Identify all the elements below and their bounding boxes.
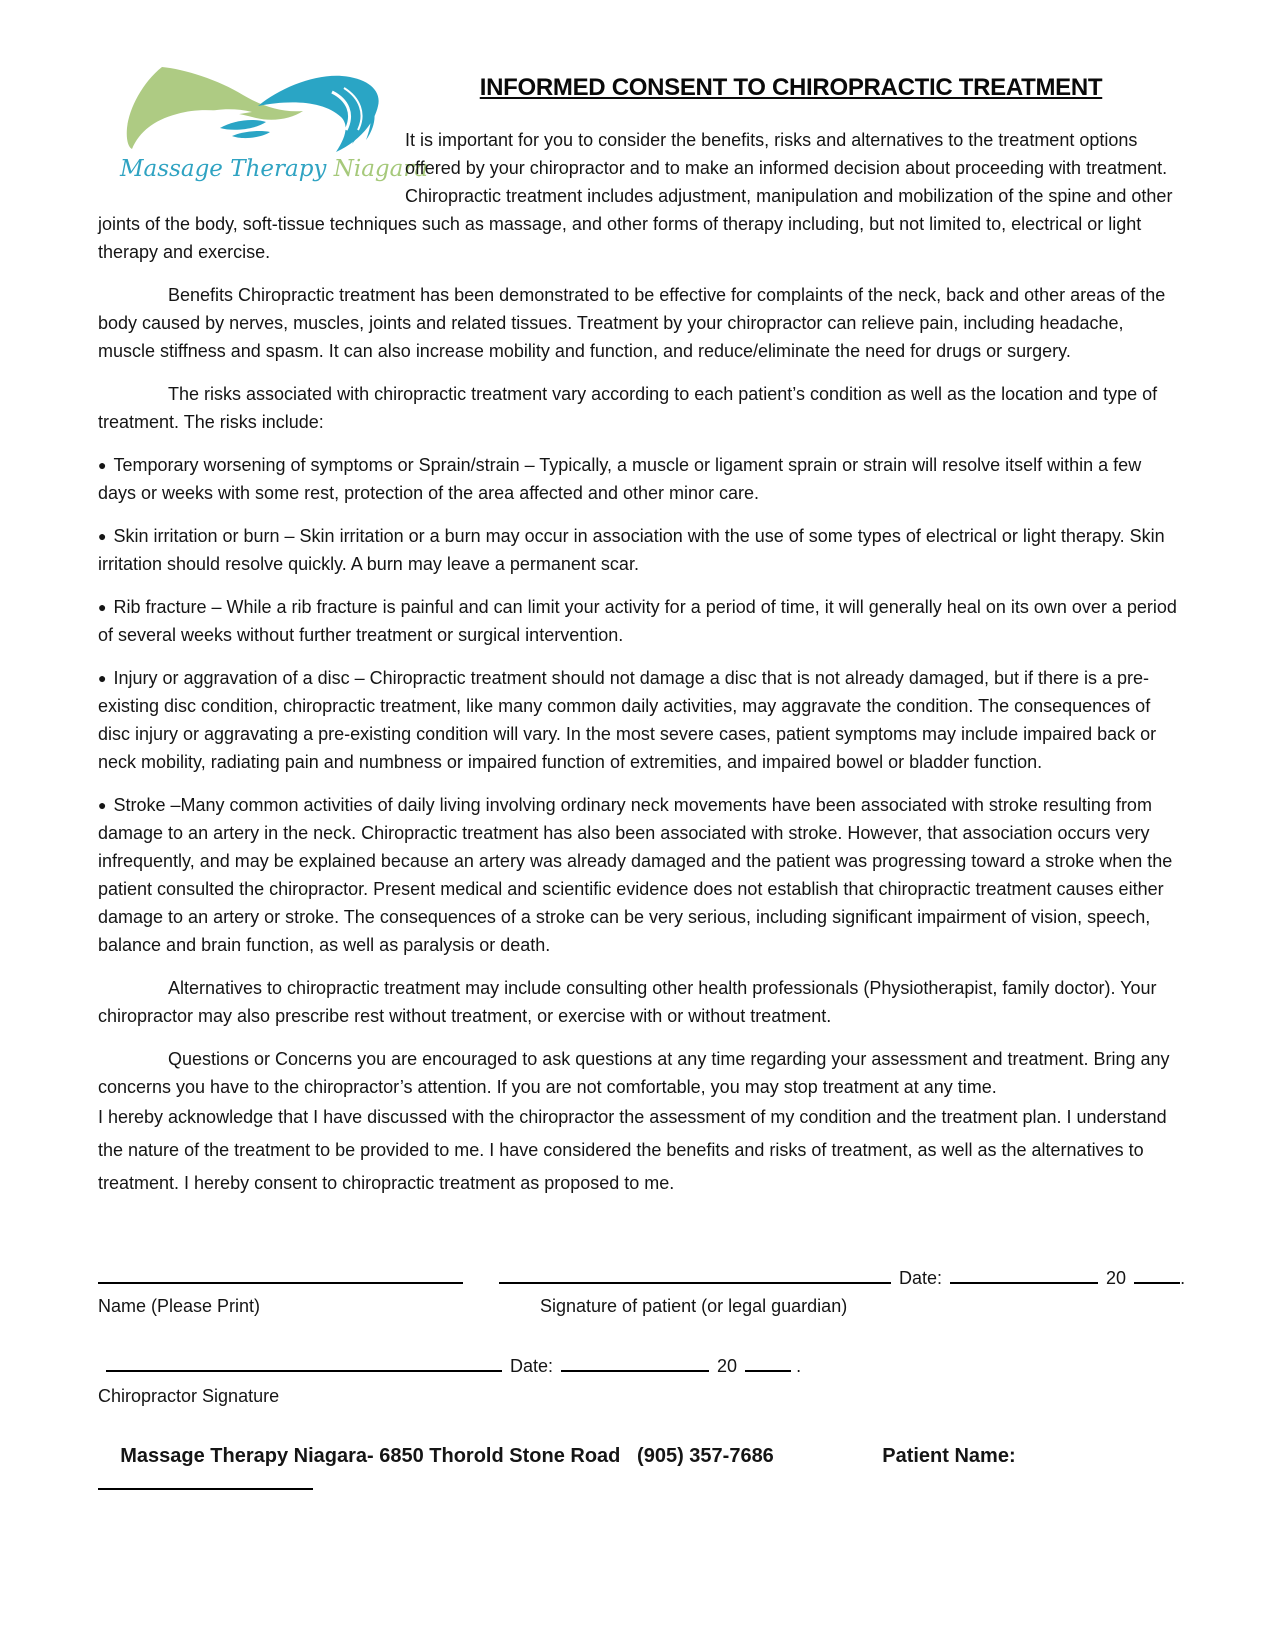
risk-bullet-stroke — [98, 791, 1177, 959]
name-input-line[interactable] — [98, 1266, 463, 1284]
risk-bullet-text: Skin irritation or burn – Skin irritation or a burn may occur in association with the use of some types of electrical or light therapy. Skin irritation should resolve quickly. A burn may leave a permanent scar. — [98, 526, 1165, 574]
year-prefix: 20 — [717, 1356, 738, 1376]
brand-name-niagara: Niagara — [333, 156, 429, 182]
date-input-line[interactable] — [561, 1354, 709, 1372]
risk-bullet-disc — [98, 664, 1177, 776]
risk-bullet-skin — [98, 522, 1177, 578]
footer-row — [98, 1414, 1177, 1526]
chiropractor-signature-label: Chiropractor Signature — [98, 1386, 280, 1406]
bullet-icon: ● — [98, 797, 107, 813]
patient-signature-line[interactable] — [499, 1266, 891, 1284]
patient-name-label: Patient Name: — [882, 1445, 1016, 1467]
alternatives-paragraph: Alternatives to chiropractic treatment may include consulting other health professionals (Physiotherapist, family doctor). Your chiropractor may also prescribe rest without treatment, or exercise with or without treatment. — [98, 978, 1157, 1026]
date-label: Date: — [510, 1356, 554, 1376]
period: . — [1180, 1268, 1186, 1288]
benefits-paragraph: Benefits Chiropractic treatment has been demonstrated to be effective for complaints of the neck, back and other areas of the body caused by nerves, muscles, joints and related tissues. Treatment by your chiropractor can relieve pain, including headache, muscle stiffness and spasm. It can also increase mobility and function, and reduce/eliminate the need for drugs or surgery. — [98, 285, 1166, 361]
year-input-line[interactable] — [745, 1354, 791, 1372]
patient-name-input-line[interactable] — [98, 1470, 313, 1490]
intro-paragraph: It is important for you to consider the benefits, risks and alternatives to the treatment options offered by your chiropractor and to make an informed decision about proceeding with treatment. Chiropractic treatment includes adjustment, manipulation and mobilization of the spine and other joints of the body, soft-tissue techniques such as massage, and other forms of therapy including, but not limited to, electrical or light therapy and exercise. — [98, 130, 1173, 262]
year-input-line[interactable] — [1134, 1266, 1180, 1284]
bullet-icon: ● — [98, 599, 107, 615]
year-prefix: 20 — [1106, 1268, 1127, 1288]
risk-bullet-sprain — [98, 451, 1177, 507]
clinic-address-phone: Massage Therapy Niagara- 6850 Thorold Stone Road (905) 357-7686 — [120, 1445, 774, 1467]
clinic-logo-caption — [120, 156, 429, 182]
risk-bullet-text: Temporary worsening of symptoms or Sprain/strain – Typically, a muscle or ligament sprain or strain will resolve itself within a few days or weeks with some rest, protection of the area affected and other minor care. — [98, 455, 1142, 503]
page-title: INFORMED CONSENT TO CHIROPRACTIC TREATMENT — [479, 74, 1103, 101]
clinic-logo — [120, 62, 429, 186]
patient-signature-row — [98, 1264, 1186, 1292]
risks-intro-paragraph: The risks associated with chiropractic treatment vary according to each patient’s condition as well as the location and type of treatment. The risks include: — [98, 384, 1158, 432]
period: . — [791, 1356, 802, 1376]
hands-wave-logo-icon — [120, 62, 390, 154]
name-print-label: Name (Please Print) — [98, 1296, 261, 1316]
chiropractor-signature-row — [106, 1352, 1177, 1380]
risk-bullet-text: Rib fracture – While a rib fracture is painful and can limit your activity for a period of time, it will generally heal on its own over a period of several weeks without further treatment or surgical intervention. — [98, 597, 1177, 645]
risk-bullet-text: Stroke –Many common activities of daily living involving ordinary neck movements have been associated with stroke resulting from damage to an artery in the neck. Chiropractic treatment has also been associated with stroke. However, that association occurs very infrequently, and may be explained because an artery was already damaged and the patient was progressing toward a stroke when the patient consulted the chiropractor. Present medical and scientific evidence does not establish that chiropractic treatment causes either damage to an artery or stroke. The consequences of a stroke can be very serious, including significant impairment of vision, speech, balance and brain function, as well as paralysis or death. — [98, 795, 1173, 955]
risk-bullet-rib — [98, 593, 1177, 649]
date-label: Date: — [899, 1268, 943, 1288]
risk-bullet-text: Injury or aggravation of a disc – Chiropractic treatment should not damage a disc that is not already damaged, but if there is a pre-existing disc condition, chiropractic treatment, like many common daily activities, may aggravate the condition. The consequences of disc injury or aggravating a pre-existing condition will vary. In the most severe cases, patient symptoms may include impaired back or neck mobility, radiating pain and numbness or impaired function of extremities, and impaired bowel or bladder function. — [98, 668, 1157, 772]
bullet-icon: ● — [98, 528, 107, 544]
questions-paragraph: Questions or Concerns you are encouraged to ask questions at any time regarding your assessment and treatment. Bring any concerns you have to the chiropractor’s attention. If you are not comfortable, you may stop treatment at any time. — [98, 1049, 1170, 1097]
bullet-icon: ● — [98, 670, 107, 686]
chiropractor-signature-line[interactable] — [106, 1354, 502, 1372]
signature-labels-row — [98, 1294, 1177, 1318]
brand-name-massage-therapy: Massage Therapy — [120, 156, 334, 182]
bullet-icon: ● — [98, 457, 107, 473]
patient-signature-label: Signature of patient (or legal guardian) — [540, 1296, 848, 1316]
acknowledgement-paragraph: I hereby acknowledge that I have discussed with the chiropractor the assessment of my condition and the treatment plan. I understand the nature of the treatment to be provided to me. I have considered the benefits and risks of treatment, as well as the alternatives to treatment. I hereby consent to chiropractic treatment as proposed to me. — [98, 1107, 1167, 1193]
date-input-line[interactable] — [950, 1266, 1098, 1284]
